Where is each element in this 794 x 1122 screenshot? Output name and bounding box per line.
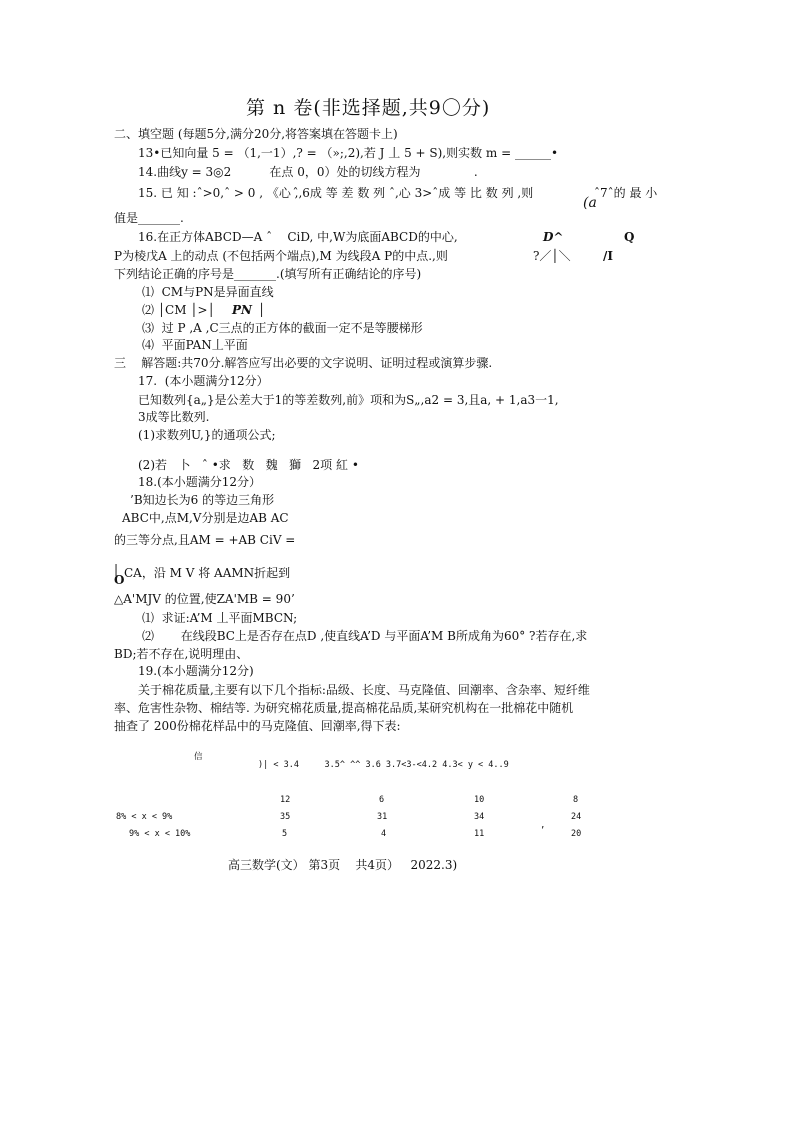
- table-cell: 34: [474, 812, 485, 822]
- question-17-part-2: (2)若 卜 ˆ •求 数 魏 獅 2项 紅 •: [138, 458, 359, 472]
- question-17-head: 17. (本小题满分12分）: [138, 374, 269, 388]
- question-15-fraction-tail: ˆ7ˆ的 最 小: [594, 186, 658, 200]
- question-18-part-2-cont: BD;若不存在,说明理由、: [114, 647, 249, 661]
- question-18-line5: △A'MJV 的位置,使ZA'MB = 90’: [114, 592, 295, 606]
- question-13: 13•已知向量 5 = （1,一1）,? = （»;,2),若 J 丄 5 + S),则实数 m = ______•: [138, 146, 559, 160]
- table-cell: 24: [571, 812, 582, 822]
- question-19-line3: 抽查了 200份棉花样品中的马克隆值、回潮率,得下表:: [114, 719, 401, 733]
- table-cell: 20: [571, 829, 582, 839]
- question-17-line2: 3成等比数列.: [138, 410, 210, 424]
- table-cell: 35: [280, 812, 291, 822]
- table-row-label: 9% < x < 10%: [129, 829, 191, 839]
- question-15-line2: 值是_______.: [114, 211, 184, 225]
- question-15-fraction-denominator: (a: [583, 195, 597, 211]
- question-17-line1: 已知数列{a„}是公差大于1的等差数列,前》项和为S„,a2 = 3,且a, + 1,a3一1,: [138, 393, 559, 407]
- question-16-option-3: ⑶ 过 P ,A ,C三点的正方体的截面一定不是等腰梯形: [142, 321, 423, 335]
- question-18-part-1: ⑴ 求证:A’M 丄平面MBCN;: [142, 611, 298, 625]
- page-title: 第 n 卷(非选择题,共9〇分): [246, 97, 491, 119]
- question-16-option-2: ⑵ │CM │>│: [142, 303, 215, 317]
- table-header-row: )| < 3.4 3.5^ ^^ 3.6 3.7<3-<4.2 4.3< y < 4..9: [258, 760, 509, 770]
- question-16-fragment-figure: ?／│＼: [533, 249, 571, 263]
- table-cell: 5: [282, 829, 288, 839]
- question-19-line2: 率、危害性杂物、棉结等. 为研究棉花质量,提高棉花品质,某研究机构在一批棉花中随机: [114, 701, 574, 715]
- question-18-line4: CA，沿 M V 将 AAMN折起到: [124, 566, 291, 580]
- table-corner-label: 信: [194, 752, 203, 762]
- question-18-line3: 的三等分点,且AM = +AB CiV =: [114, 533, 296, 547]
- table-cell: 12: [280, 795, 291, 805]
- question-18-fragment-o: O: [114, 573, 125, 587]
- question-16-fragment-q: Q: [624, 230, 635, 244]
- question-18-part-2: ⑵ 在线段BC上是否存在点D ,使直线A’D 与平面A’M B所成角为60° ?若存在,求: [142, 629, 588, 643]
- question-16-option-1: ⑴ CM与PN是异面直线: [142, 285, 274, 299]
- table-cell: 10: [474, 795, 485, 805]
- question-18-line2: ABC中,点M,V分别是边AB AC: [122, 511, 289, 525]
- table-cell: 6: [379, 795, 385, 805]
- question-18-head: 18.(本小题满分12分）: [138, 475, 262, 489]
- question-18-bar: |: [114, 562, 119, 576]
- question-16-option-2-bar: │: [258, 303, 266, 317]
- question-16-option-2-pn: PN: [232, 303, 252, 317]
- table-cell: 11: [474, 829, 485, 839]
- question-15-line1: 15. 已 知 :ˆ>0,ˆ > 0 , 《心 ,̂,6成 等 差 数 列 ˆ,心 3>ˆ成 等 比 数 列 ,则: [138, 186, 534, 200]
- question-16-line2: P为棱戊A 上的动点 (不包括两个端点),M 为线段A P的中点.,则: [114, 249, 448, 263]
- question-16-line1: 16.在正方体ABCD—A ˆ CiD, 中,W为底面ABCD的中心,: [138, 230, 458, 244]
- question-19-line1: 关于棉花质量,主要有以下几个指标:品级、长度、马克隆值、回潮率、含杂率、短纤维: [138, 683, 590, 697]
- question-16-option-4: ⑷ 平面PAN丄平面: [142, 338, 248, 352]
- section-header-solutions: 三 解答题:共70分.解答应写出必要的文字说明、证明过程或演算步骤.: [114, 356, 493, 370]
- table-cell: 31: [377, 812, 388, 822]
- question-14: 14.曲线y = 3◎2 在点 0，0）处的切线方程为 .: [138, 165, 478, 179]
- question-16-fragment-i: /I: [603, 249, 613, 263]
- question-16-fragment-d: D^: [543, 230, 564, 244]
- table-cell: 4: [381, 829, 387, 839]
- question-19-head: 19.(本小题满分12分): [138, 664, 254, 678]
- table-stray-mark: ’: [540, 826, 546, 836]
- section-header-fill-blank: 二、填空题 (每题5分,满分20分,将答案填在答题卡上): [114, 127, 398, 141]
- question-17-part-1: (1)求数列U,}的通项公式;: [138, 428, 276, 442]
- table-row-label: 8% < x < 9%: [116, 812, 173, 822]
- question-16-line3: 下列结论正确的序号是_______.(填写所有正确结论的序号): [114, 267, 422, 281]
- page-footer: 高三数学(文） 第3页 共4页） 2022.3): [228, 858, 458, 872]
- table-cell: 8: [573, 795, 579, 805]
- question-18-line1: ’B知边长为6 的等边三角形: [130, 493, 275, 507]
